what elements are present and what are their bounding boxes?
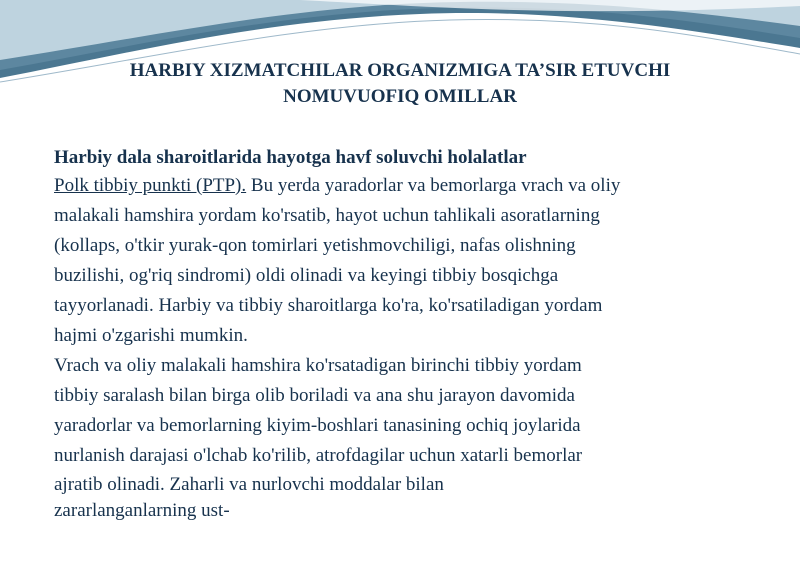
body-line: yaradorlar va bemorlarning kiyim-boshlari tanasining ochiq joylarida xyxy=(54,415,581,436)
ptp-link[interactable]: Polk tibbiy punkti (PTP). xyxy=(54,175,247,196)
slide-title xyxy=(40,58,760,110)
body-line: ajratib olinadi. Zaharli va nurlovchi moddalar bilan xyxy=(54,474,444,495)
body-line: tibbiy saralash bilan birga olib boriladi va ana shu jarayon davomida xyxy=(54,385,575,406)
body-line: Polk tibbiy punkti (PTP). Bu yerda yaradorlar va bemorlarga vrach va oliy xyxy=(54,175,621,196)
slide-title-line2: NOMUVUOFIQ OMILLAR xyxy=(283,86,517,107)
body-line: zararlanganlarning ust- xyxy=(54,500,230,521)
body-line: Vrach va oliy malakali hamshira ko'rsatadigan birinchi tibbiy yordam xyxy=(54,355,582,376)
body-line: buzilishi, og'riq sindromi) oldi olinadi va keyingi tibbiy bosqichga xyxy=(54,265,559,286)
body-line: (kollaps, o'tkir yurak-qon tomirlari yetishmovchiligi, nafas olishning xyxy=(54,235,576,256)
body-paragraphs xyxy=(54,171,754,523)
body-line: tayyorlanadi. Harbiy va tibbiy sharoitlarga ko'ra, ko'rsatiladigan yordam xyxy=(54,295,603,316)
section-heading: Harbiy dala sharoitlarida hayotga havf soluvchi holalatlar xyxy=(54,147,527,168)
slide-title-line1: HARBIY XIZMATCHILAR ORGANIZMIGA TA’SIR ETUVCHI xyxy=(129,60,671,81)
body-line: nurlanish darajasi o'lchab ko'rilib, atrofdagilar uchun xatarli bemorlar xyxy=(54,445,583,466)
body-line: hajmi o'zgarishi mumkin. xyxy=(54,325,248,346)
body-line: malakali hamshira yordam ko'rsatib, hayot uchun tahlikali asoratlarning xyxy=(54,205,600,226)
